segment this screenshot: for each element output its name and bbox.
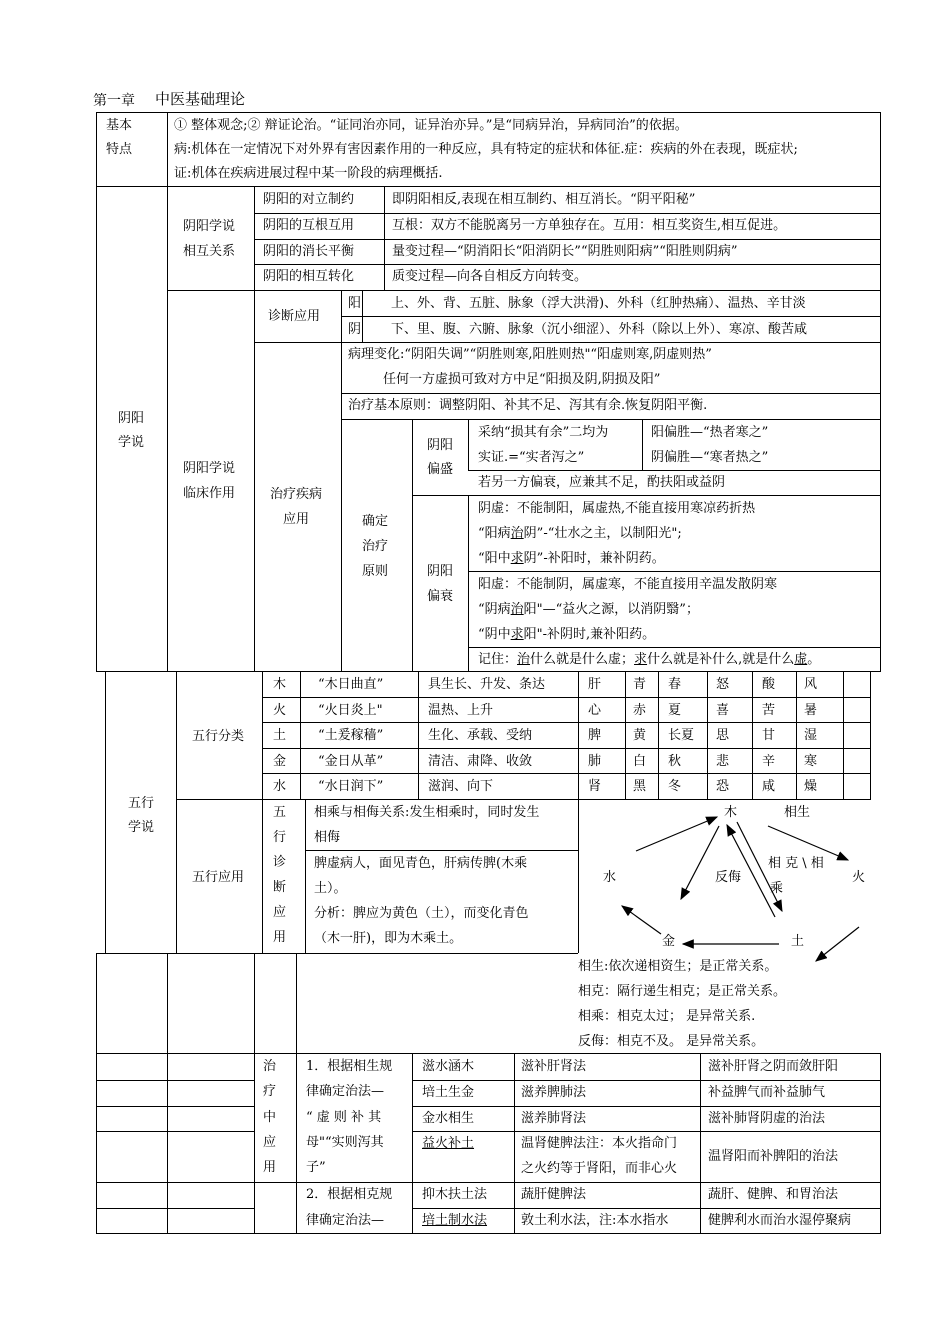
method-use: 滋补肺肾阴虚的治法: [708, 1111, 826, 1126]
element-name: 火: [273, 703, 287, 718]
element-color: 青: [633, 677, 647, 692]
excess-label-1: 阴阳: [427, 438, 454, 453]
pathology-line-2: 任何一方虚损可致对方中足“阳损及阴,阴损及阳”: [383, 372, 661, 387]
method-how: 之火约等于肾阳，而非心火: [521, 1161, 678, 1176]
method-group-1-line: 母"“实则泻其: [306, 1135, 384, 1150]
yang-desc: 上、外、背、五脏、脉象（浮大洪滑)、外科（红肿热痛）、温热、辛甘淡: [391, 296, 806, 311]
element-emotion: 喜: [716, 703, 730, 718]
chapter-label: 第一章: [93, 93, 135, 109]
element-taste: 咸: [762, 779, 776, 794]
yinyang-relation-label-2: 相互关系: [183, 244, 236, 259]
basic-label-2: 特点: [106, 142, 133, 157]
diag-text-1: 相乘与相侮关系:发生相乘时，同时发生: [314, 805, 540, 820]
element-season: 冬: [668, 779, 682, 794]
method-use: 滋补肝肾之阴而敛肝阳: [708, 1059, 839, 1074]
method-group-1-line: 律确定治法—: [306, 1084, 385, 1099]
diag-char: 五: [273, 805, 287, 820]
method-name: 培土生金: [422, 1085, 475, 1100]
element-feature: 清洁、肃降、收敛: [428, 754, 533, 769]
yang-deficiency-3: “阴中求阳"-补阴时,兼补阳药。: [478, 627, 656, 642]
yin-desc: 下、里、腹、六腑、脉象（沉小细涩）、外科（除以上外）、寒凉、酸苦咸: [391, 322, 808, 337]
method-use: 健脾利水而治水湿停聚病: [708, 1213, 852, 1228]
yang-deficiency-2: “阴病治阳"—“益火之源，以消阴翳”；: [478, 602, 699, 617]
basic-line-2: 病:机体在一定情况下对外界有害因素作用的一种反应，具有特定的症状和体征.症：疾病的外在表现，既症状;: [174, 142, 798, 157]
clinical-label-1: 阴阳学说: [183, 461, 236, 476]
arrow-wood-to-metal: [681, 826, 719, 899]
diagram-water: 水: [603, 870, 617, 885]
element-qi: 寒: [804, 754, 818, 769]
determine-label-1: 确定: [362, 514, 389, 529]
element-color: 赤: [633, 703, 647, 718]
relation-name: 阴阳的消长平衡: [263, 244, 355, 259]
element-qi: 暑: [804, 703, 818, 718]
element-color: 黑: [633, 779, 647, 794]
excess-right-2: 阴偏胜—“寒者热之”: [651, 450, 769, 465]
method-how: 敦土利水法，注:本水指水: [521, 1213, 669, 1228]
method-use: 补益脾气而补益肺气: [708, 1085, 826, 1100]
arrow-wood-to-earth: [737, 822, 782, 911]
basic-line-3: 证:机体在疾病进展过程中某一阶段的病理概括.: [174, 166, 443, 181]
element-qi: 燥: [804, 779, 818, 794]
diag-char: 诊: [273, 855, 287, 870]
element-saying: “土爰稼穑”: [318, 728, 384, 743]
diag-text-4: 土）。: [314, 881, 347, 896]
element-saying: “金日从革”: [318, 754, 384, 769]
excess-left-1: 采纳“损其有余”二均为: [478, 425, 609, 440]
definition-ke: 相克：隔行递生相克；是正常关系。: [578, 984, 787, 999]
diag-text-6: （木一肝)，即为木乘土。: [314, 931, 463, 946]
definition-sheng: 相生:依次递相资生；是正常关系。: [578, 959, 778, 974]
diagram-fire: 火: [852, 870, 866, 885]
method-name: 益火补土: [422, 1136, 475, 1151]
relation-name: 阴阳的对立制约: [263, 192, 355, 207]
element-name: 水: [273, 779, 287, 794]
yin-deficiency-1: 阴虚：不能制阳，属虚热,不能直接用寒凉药折热: [478, 501, 756, 516]
yang-deficiency-1: 阳虚：不能制阴，属虚寒，不能直接用辛温发散阴寒: [478, 577, 778, 592]
diag-text-3: 脾虚病人，面见青色，肝病传脾(木乘: [314, 856, 528, 871]
element-qi: 湿: [804, 728, 818, 743]
diagram-sheng-label: 相生: [784, 805, 811, 820]
element-color: 黄: [633, 728, 647, 743]
diag-text-5: 分析：脾应为黄色（土），而变化青色: [314, 906, 529, 921]
diagram-earth: 土: [791, 934, 805, 949]
definition-wu: 反侮：相克不及。 是异常关系。: [578, 1034, 765, 1049]
definition-cheng: 相乘：相克太过； 是异常关系.: [578, 1009, 756, 1024]
basic-line-1: ① 整体观念;② 辩证论治。“证同治亦同，证异治亦异。”是“同病异治，异病同治”的依据。: [174, 118, 688, 133]
relation-desc: 互根：双方不能脱离另一方单独存在。互用：相互奖资生,相互促进。: [392, 218, 787, 233]
deficiency-label-1: 阴阳: [427, 564, 454, 579]
element-color: 白: [633, 754, 647, 769]
method-how: 温肾健脾法注：本火指命门: [521, 1136, 678, 1151]
determine-label-2: 治疗: [362, 539, 389, 554]
excess-right-1: 阳偏胜—“热者寒之”: [651, 425, 769, 440]
element-season: 夏: [668, 703, 682, 718]
treat-char: 疗: [263, 1084, 277, 1099]
treat-char: 中: [263, 1110, 277, 1125]
method-how: 滋养肺肾法: [521, 1111, 587, 1126]
clinical-label-2: 临床作用: [183, 486, 236, 501]
element-feature: 温热、上升: [428, 703, 494, 718]
element-emotion: 怒: [716, 677, 730, 692]
method-name: 滋水涵木: [422, 1059, 475, 1074]
diagram-metal: 金: [662, 934, 676, 949]
relation-desc: 即阴阳相反,表现在相互制约、相互消长。“阴平阳秘”: [392, 192, 696, 207]
element-name: 金: [273, 754, 287, 769]
element-organ: 心: [588, 703, 602, 718]
arrow-metal-to-water: [622, 906, 661, 934]
method-name: 抑木扶土法: [422, 1187, 488, 1202]
method-group-1-line: “ 虚 则 补 其: [306, 1110, 382, 1125]
yinyang-relation-label-1: 阴阳学说: [183, 219, 236, 234]
element-taste: 辛: [762, 754, 776, 769]
arrow-water-to-wood: [636, 817, 717, 851]
deficiency-label-2: 偏衰: [427, 589, 454, 604]
method-how: 蔬肝健脾法: [521, 1187, 587, 1202]
treatment-label-1: 治疗疾病: [270, 487, 323, 502]
pathology-line-1: 病理变化:“阴阳失调”“阴胜则寒,阳胜则热"“阳虚则寒,阴虚则热”: [348, 347, 712, 362]
diag-char: 用: [273, 930, 287, 945]
treat-char: 治: [263, 1059, 277, 1074]
element-name: 木: [273, 677, 287, 692]
element-season: 长夏: [668, 728, 695, 743]
classification-label: 五行分类: [192, 729, 245, 744]
relation-name: 阴阳的相互转化: [263, 269, 355, 284]
method-group-1-line: 子”: [306, 1160, 326, 1175]
yin-label: 阴: [348, 322, 362, 337]
diagram-ke-label: 相 克 \ 相: [768, 856, 824, 871]
element-taste: 甘: [762, 728, 776, 743]
excess-extra: 若另一方偏衰，应兼其不足，酌扶阳或益阴: [478, 475, 726, 490]
element-taste: 酸: [762, 677, 776, 692]
element-qi: 风: [804, 677, 818, 692]
element-season: 秋: [668, 754, 682, 769]
relation-desc: 质变过程—向各自相反方向转变。: [392, 269, 588, 284]
diag-char: 断: [273, 880, 287, 895]
element-name: 土: [273, 728, 287, 743]
diagram-fanwu-label: 反侮: [715, 870, 742, 885]
element-feature: 生化、承载、受纳: [428, 728, 533, 743]
element-saying: “火日炎上": [318, 703, 383, 718]
diag-char: 行: [273, 830, 287, 845]
basic-label-1: 基本: [106, 118, 133, 133]
yinyang-label-2: 学说: [118, 435, 145, 450]
diagram-cheng-label: 乘: [770, 881, 784, 896]
yinyang-label-1: 阴阳: [118, 411, 145, 426]
element-emotion: 悲: [716, 754, 730, 769]
treat-char: 应: [263, 1135, 277, 1150]
method-group-1-line: 1．根据相生规: [306, 1059, 393, 1074]
arrow-earth-to-wood: [727, 825, 775, 917]
diagram-wood: 木: [724, 805, 738, 820]
method-name: 培土制水法: [422, 1213, 488, 1228]
method-group-2-line: 2．根据相克规: [306, 1187, 393, 1202]
treat-char: 用: [263, 1160, 277, 1175]
method-use: 蔬肝、健脾、和胃治法: [708, 1187, 839, 1202]
element-organ: 肾: [588, 779, 602, 794]
element-organ: 脾: [588, 728, 602, 743]
element-organ: 肺: [588, 754, 602, 769]
method-use: 温肾阳而补脾阳的治法: [708, 1149, 839, 1164]
yang-label: 阳: [348, 296, 362, 311]
diagnosis-label: 诊断应用: [268, 309, 321, 324]
element-emotion: 恐: [716, 779, 730, 794]
determine-label-3: 原则: [362, 564, 389, 579]
method-how: 滋补肝肾法: [521, 1059, 587, 1074]
treatment-label-2: 应用: [283, 512, 310, 527]
element-saying: “木日曲直”: [318, 677, 384, 692]
wuxing-label-1: 五行: [128, 796, 155, 811]
diag-char: 应: [273, 905, 287, 920]
arrow-wood-to-fire: [768, 826, 848, 860]
element-feature: 具生长、升发、条达: [428, 677, 546, 692]
excess-left-2: 实证.=“实者泻之”: [478, 450, 585, 465]
relation-desc: 量变过程—“阴消阳长“阳消阴长”“阴胜则阳病”“阳胜则阴病”: [392, 244, 738, 259]
relation-name: 阴阳的互根互用: [263, 218, 355, 233]
yin-deficiency-3: “阳中求阴”-补阳时，兼补阴药。: [478, 551, 665, 566]
basic-principle: 治疗基本原则：调整阴阳、补其不足、泻其有余.恢复阴阳平衡.: [348, 398, 708, 413]
element-season: 春: [668, 677, 682, 692]
diag-text-2: 相侮: [314, 830, 341, 845]
arrow-fire-to-earth: [816, 927, 859, 961]
remember-note: 记住：治什么就是什么虚；求什么就是补什么,就是什么虚。: [478, 652, 821, 667]
element-feature: 滋润、向下: [428, 779, 494, 794]
method-how: 滋养脾肺法: [521, 1085, 587, 1100]
method-name: 金水相生: [422, 1111, 475, 1126]
excess-label-2: 偏盛: [427, 462, 454, 477]
element-saying: “水日润下”: [318, 779, 384, 794]
element-emotion: 思: [716, 728, 730, 743]
element-taste: 苦: [762, 703, 776, 718]
page-title: 中医基础理论: [155, 90, 246, 108]
application-label: 五行应用: [192, 870, 245, 885]
yin-deficiency-2: “阳病治阴”-“壮水之主，以制阳光";: [478, 526, 682, 541]
method-group-2-line: 律确定治法—: [306, 1213, 385, 1228]
wuxing-label-2: 学说: [128, 820, 155, 835]
element-organ: 肝: [588, 677, 602, 692]
